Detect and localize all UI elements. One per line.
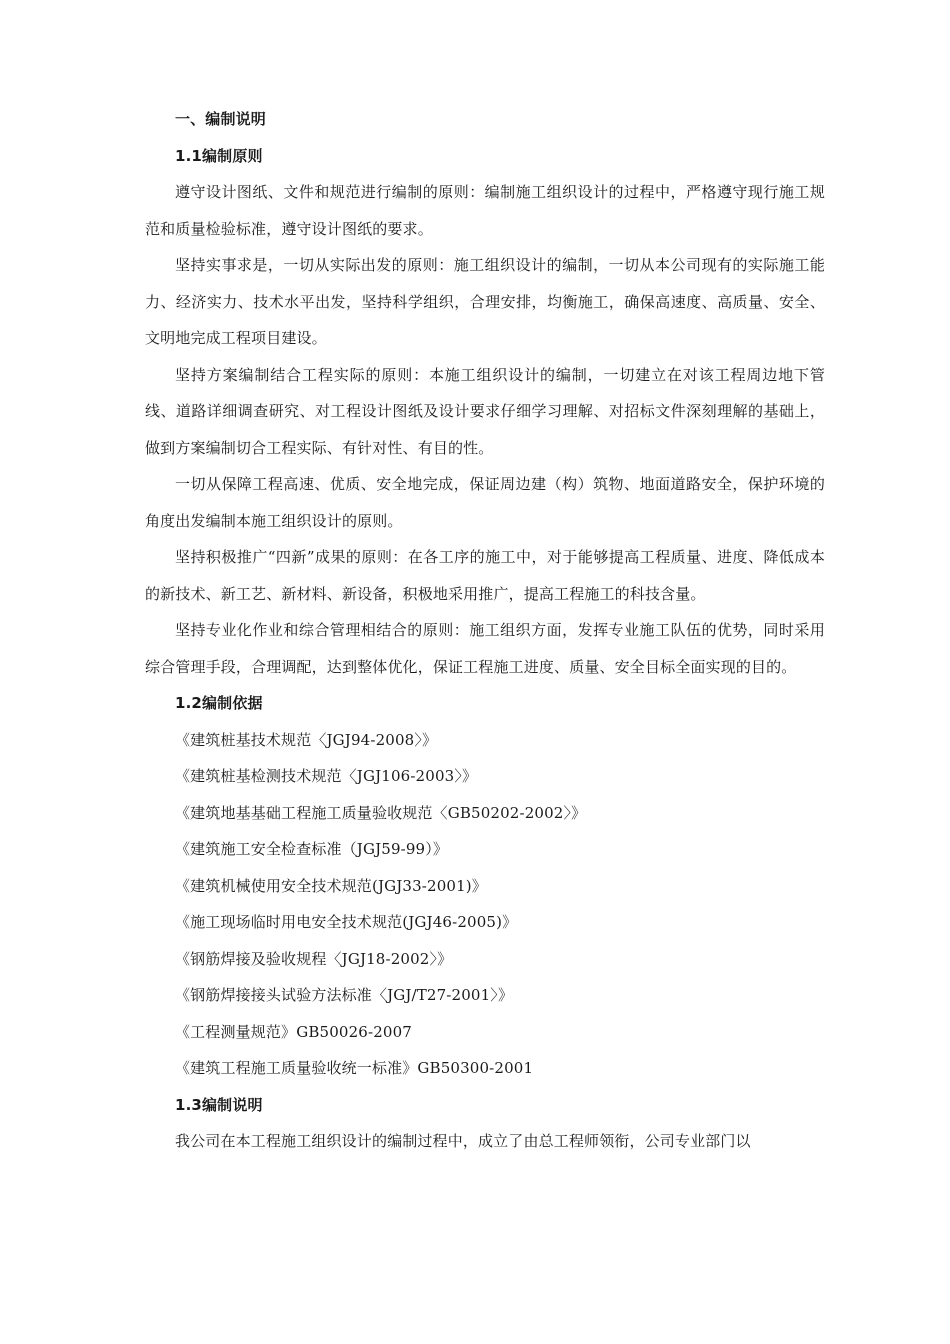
reference-item: 《施工现场临时用电安全技术规范(JGJ46-2005)》 (175, 913, 518, 931)
paragraph: 坚持积极推广“四新”成果的原则：在各工序的施工中，对于能够提高工程质量、进度、降低成本的新技术、新工艺、新材料、新设备，积极地采用推广，提高工程施工的科技含量。 (145, 548, 825, 603)
paragraph: 坚持方案编制结合工程实际的原则：本施工组织设计的编制，一切建立在对该工程周边地下管线、道路详细调查研究、对工程设计图纸及设计要求仔细学习理解、对招标文件深刻理解的基础上，做到方案编制切合工程实际、有针对性、有目的性。 (145, 365, 825, 457)
reference-item: 《建筑地基基础工程施工质量验收规范〈GB50202-2002〉》 (175, 803, 587, 822)
subsection-title-1-2: 1.2编制依据 (175, 694, 263, 712)
subsection-title-1-1: 1.1编制原则 (175, 146, 263, 165)
paragraph: 坚持实事求是，一切从实际出发的原则：施工组织设计的编制，一切从本公司现有的实际施工能力、经济实力、技术水平出发，坚持科学组织，合理安排，均衡施工，确保高速度、高质量、安全、文明地完成工程项目建设。 (145, 256, 825, 347)
reference-item: 《建筑施工安全检查标准（JGJ59-99）》 (175, 840, 449, 858)
paragraph: 我公司在本工程施工组织设计的编制过程中，成立了由总工程师领衔，公司专业部门以 (175, 1132, 751, 1150)
paragraph: 一切从保障工程高速、优质、安全地完成，保证周边建（构）筑物、地面道路安全，保护环境的角度出发编制本施工组织设计的原则。 (145, 475, 825, 530)
paragraph: 坚持专业化作业和综合管理相结合的原则：施工组织方面，发挥专业施工队伍的优势，同时采用综合管理手段，合理调配，达到整体优化，保证工程施工进度、质量、安全目标全面实现的目的。 (145, 621, 825, 676)
paragraph: 遵守设计图纸、文件和规范进行编制的原则：编制施工组织设计的过程中，严格遵守现行施工规范和质量检验标准，遵守设计图纸的要求。 (145, 183, 825, 238)
reference-item: 《建筑桩基检测技术规范〈JGJ106-2003〉》 (175, 767, 478, 785)
section-title: 一、编制说明 (175, 110, 266, 128)
document-page (145, 101, 825, 1160)
reference-item: 《工程测量规范》GB50026-2007 (175, 1022, 412, 1041)
reference-item: 《钢筋焊接及验收规程〈JGJ18-2002〉》 (175, 949, 453, 968)
reference-item: 《建筑工程施工质量验收统一标准》GB50300-2001 (175, 1059, 534, 1077)
reference-item: 《钢筋焊接接头试验方法标准〈JGJ/T27-2001〉》 (175, 986, 514, 1004)
subsection-title-1-3: 1.3编制说明 (175, 1095, 263, 1114)
reference-item: 《建筑桩基技术规范〈JGJ94-2008〉》 (175, 730, 438, 749)
reference-item: 《建筑机械使用安全技术规范(JGJ33-2001)》 (175, 876, 487, 895)
